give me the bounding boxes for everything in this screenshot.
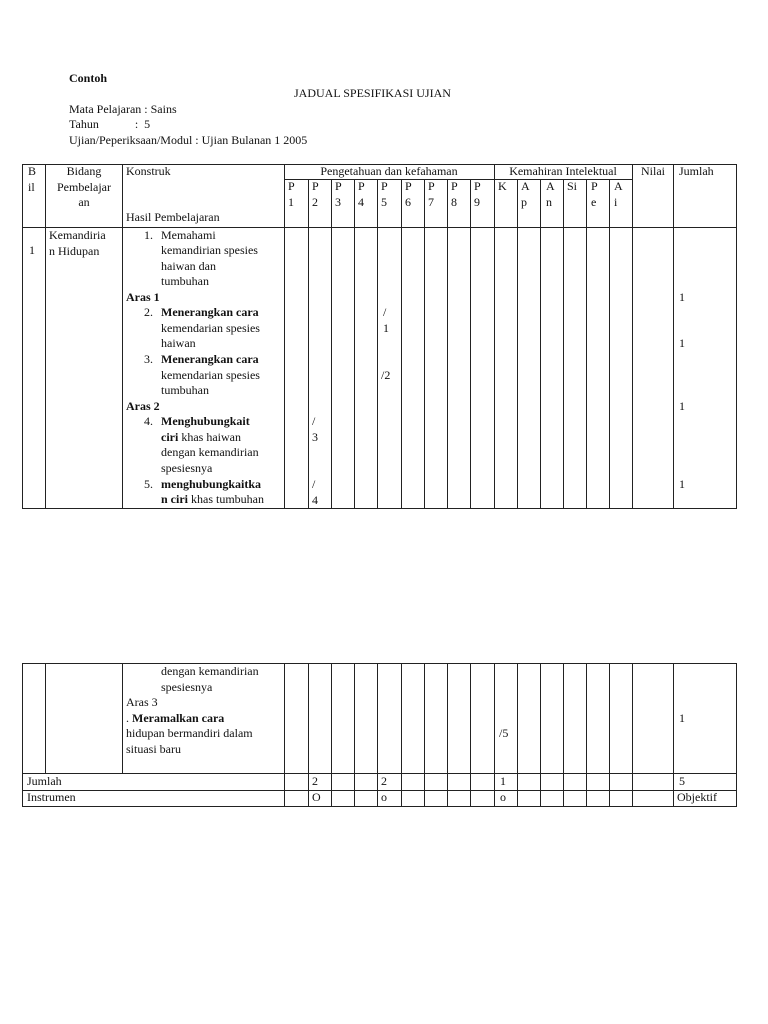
jumlah-value: 1 [679,290,685,304]
p2-mark: / 4 [312,477,318,507]
jumlah-value: 1 [679,477,685,491]
header-nilai: Nilai [641,164,665,178]
p-col-header: P 9 [474,179,481,209]
k-col-header: P e [591,179,598,209]
instrumen-row-label: Instrumen [27,790,76,804]
instrumen-total: Objektif [677,790,717,804]
instrumen-p5: o [381,790,387,804]
year-line: Tahun : 5 [69,117,151,131]
instrumen-p2: O [312,790,321,804]
header-bidang: Bidang Pembelajar an [57,164,111,209]
p-col-header: P 3 [335,179,342,209]
p-col-header: P 5 [381,179,388,209]
header-hasil-pembelajaran: Hasil Pembelajaran [126,210,220,224]
header-kemahiran: Kemahiran Intelektual [509,164,617,178]
row-bidang: Kemandiria n Hidupan [49,228,106,258]
k-col-header: Si [567,179,578,193]
p-col-header: P 8 [451,179,458,209]
contoh-label: Contoh [69,71,108,85]
jumlah-value: 1 [679,336,685,350]
instrumen-k: o [500,790,506,804]
jumlah-p5: 2 [381,774,387,788]
p-col-header: P 2 [312,179,319,209]
header-jumlah: Jumlah [679,164,714,178]
p5-mark: / 1 [383,305,389,335]
subject-line: Mata Pelajaran : Sains [69,102,177,116]
p-col-header: P 7 [428,179,435,209]
k-col-header: A n [546,179,555,209]
p5-mark: /2 [381,368,391,382]
header-pengetahuan: Pengetahuan dan kefahaman [320,164,458,178]
p2-mark: / 3 [312,414,318,444]
jumlah-value: 1 [679,711,685,725]
k-col-header: A p [521,179,530,209]
jumlah-total: 5 [679,774,685,788]
header-konstruk: Konstruk [126,164,171,178]
jumlah-row-label: Jumlah [27,774,62,788]
jumlah-k: 1 [500,774,506,788]
exam-line: Ujian/Peperiksaan/Modul : Ujian Bulanan 1 2005 [69,133,308,147]
k-col-header: A i [614,179,623,209]
row-bil: 1 [29,243,35,257]
page-title: JADUAL SPESIFIKASI UJIAN [294,86,451,100]
jumlah-p2: 2 [312,774,318,788]
k-col-header: K [498,179,507,193]
p-col-header: P 4 [358,179,365,209]
k-mark: /5 [499,726,509,740]
p-col-header: P 6 [405,179,412,209]
header-bil: B il [28,164,37,194]
p-col-header: P 1 [288,179,295,209]
jumlah-value: 1 [679,399,685,413]
